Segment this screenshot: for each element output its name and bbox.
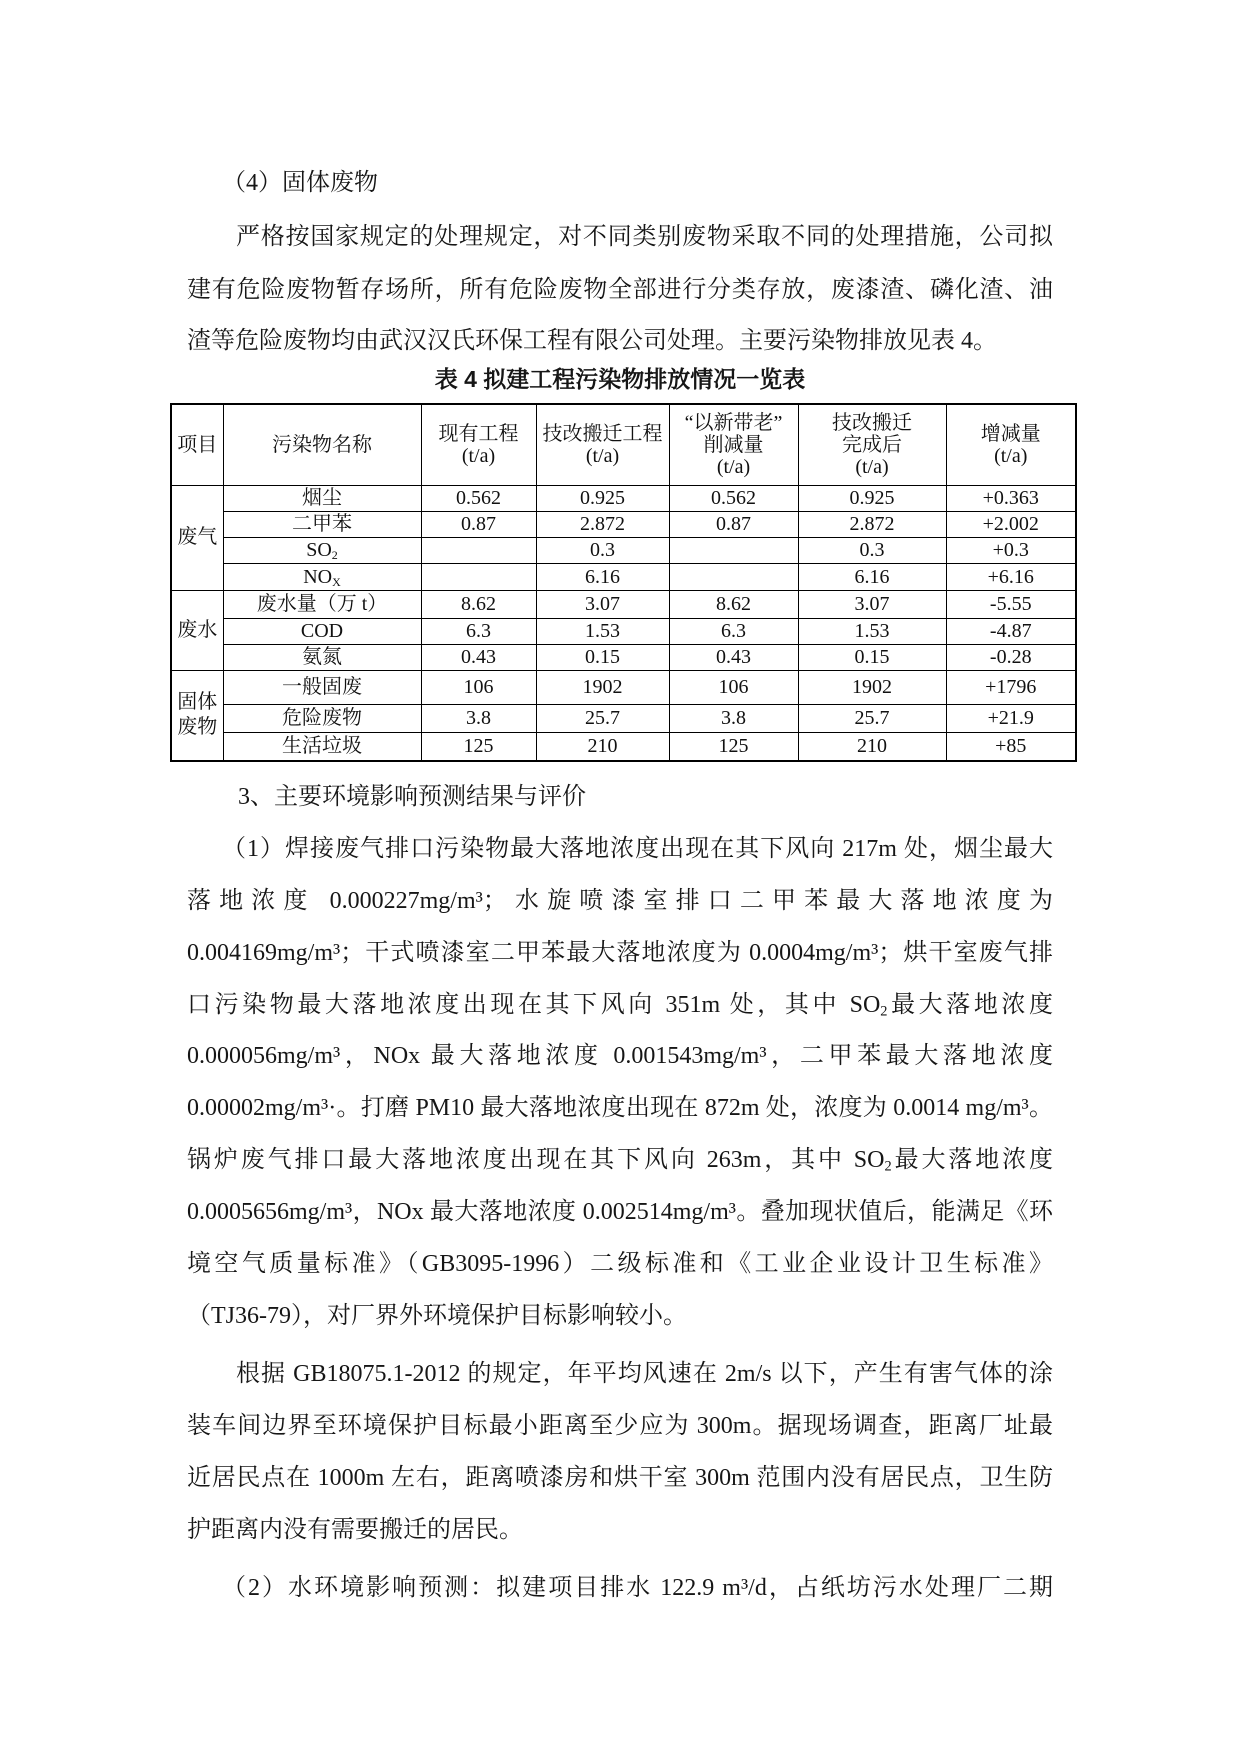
after-value-cell: 210 — [798, 732, 946, 761]
pollutant-name-subscript: X — [332, 574, 341, 589]
pollutant-name-cell: 危险废物 — [223, 704, 421, 732]
table-row — [171, 511, 1076, 537]
table-header-row — [171, 404, 1076, 485]
existing-value-cell: 0.562 — [421, 485, 536, 511]
line-text: 最大落地浓度 — [891, 1147, 1053, 1173]
paragraph-line: （2）水环境影响预测：拟建项目排水 122.9 m³/d，占纸坊污水处理厂二期 — [222, 1575, 1053, 1601]
table-row — [171, 618, 1076, 644]
paragraph-line: 护距离内没有需要搬迁的居民。 — [187, 1517, 523, 1543]
after-value-cell: 2.872 — [798, 511, 946, 537]
pollutant-name-cell: 废水量（万 t） — [223, 590, 421, 618]
table-row — [171, 644, 1076, 670]
change-value-cell: +2.002 — [946, 511, 1076, 537]
table-row — [171, 590, 1076, 618]
offset-value-cell: 0.43 — [669, 644, 798, 670]
header-existing: 现有工程 (t/a) — [421, 404, 536, 485]
header-relocation: 技改搬迁工程 (t/a) — [536, 404, 669, 485]
after-value-cell: 0.925 — [798, 485, 946, 511]
existing-value-cell: 0.43 — [421, 644, 536, 670]
pollutant-name-subscript: 2 — [331, 548, 338, 562]
paragraph-line: （1）焊接废气排口污染物最大落地浓度出现在其下风向 217m 处，烟尘最大 — [222, 836, 1053, 862]
existing-value-cell: 8.62 — [421, 590, 536, 618]
change-value-cell: -0.28 — [946, 644, 1076, 670]
pollutant-name-cell: 氨氮 — [223, 644, 421, 670]
table-row — [171, 485, 1076, 511]
existing-value-cell: 0.87 — [421, 511, 536, 537]
header-offset: “以新带老” 削减量 (t/a) — [669, 404, 798, 485]
change-value-cell: +21.9 — [946, 704, 1076, 732]
pollutant-name-cell: 生活垃圾 — [223, 732, 421, 761]
relocation-value-cell: 3.07 — [536, 590, 669, 618]
relocation-value-cell: 1902 — [536, 670, 669, 704]
after-value-cell: 6.16 — [798, 563, 946, 590]
line-text: 锅炉废气排口最大落地浓度出现在其下风向 263m，其中 SO — [187, 1147, 885, 1173]
existing-value-cell: 6.3 — [421, 618, 536, 644]
change-value-cell: +1796 — [946, 670, 1076, 704]
relocation-value-cell: 25.7 — [536, 704, 669, 732]
paragraph-line: 0.0005656mg/m³，NOx 最大落地浓度 0.002514mg/m³。叠加现状值后，能满足《环 — [187, 1199, 1053, 1225]
paragraph-line: 境空气质量标准》（GB3095-1996）二级标准和《工业企业设计卫生标准》 — [187, 1251, 1053, 1277]
line-text: 最大落地浓度 — [887, 992, 1053, 1018]
change-value-cell: -4.87 — [946, 618, 1076, 644]
offset-value-cell: 8.62 — [669, 590, 798, 618]
offset-value-cell: 0.562 — [669, 485, 798, 511]
existing-value-cell — [421, 537, 536, 563]
paragraph-line: （TJ36-79），对厂界外环境保护目标影响较小。 — [187, 1303, 687, 1329]
change-value-cell: +0.363 — [946, 485, 1076, 511]
paragraph-line: 近居民点在 1000m 左右，距离喷漆房和烘干室 300m 范围内没有居民点，卫生防 — [187, 1465, 1053, 1491]
relocation-value-cell: 1.53 — [536, 618, 669, 644]
table-row — [171, 537, 1076, 563]
relocation-value-cell: 6.16 — [536, 563, 669, 590]
after-value-cell: 0.3 — [798, 537, 946, 563]
relocation-value-cell: 0.3 — [536, 537, 669, 563]
offset-value-cell: 3.8 — [669, 704, 798, 732]
pollutant-name-text: SO — [306, 539, 332, 561]
header-category: 项目 — [171, 404, 223, 485]
paragraph-line — [187, 989, 1053, 1021]
paragraph-line: 装车间边界至环境保护目标最小距离至少应为 300m。据现场调查，距离厂址最 — [187, 1413, 1053, 1439]
existing-value-cell: 106 — [421, 670, 536, 704]
pollutant-name-cell: 二甲苯 — [223, 511, 421, 537]
after-value-cell: 1.53 — [798, 618, 946, 644]
table-row — [171, 670, 1076, 704]
offset-value-cell: 6.3 — [669, 618, 798, 644]
pollutant-name-cell — [223, 563, 421, 590]
paragraph-line: 建有危险废物暂存场所，所有危险废物全部进行分类存放，废漆渣、磷化渣、油 — [187, 277, 1053, 303]
relocation-value-cell: 2.872 — [536, 511, 669, 537]
pollutant-name-cell: 烟尘 — [223, 485, 421, 511]
pollutant-name-cell: COD — [223, 618, 421, 644]
paragraph-line: 0.004169mg/m³；干式喷漆室二甲苯最大落地浓度为 0.0004mg/m³；烘干室废气排 — [187, 940, 1053, 966]
paragraph-line: 严格按国家规定的处理规定，对不同类别废物采取不同的处理措施，公司拟 — [236, 224, 1053, 250]
change-value-cell: +0.3 — [946, 537, 1076, 563]
paragraph-line: 渣等危险废物均由武汉汉氏环保工程有限公司处理。主要污染物排放见表 4。 — [187, 328, 997, 354]
offset-value-cell — [669, 537, 798, 563]
offset-value-cell: 125 — [669, 732, 798, 761]
offset-value-cell: 106 — [669, 670, 798, 704]
pollutant-name-cell: 一般固废 — [223, 670, 421, 704]
section-heading: 3、主要环境影响预测结果与评价 — [238, 784, 586, 810]
relocation-value-cell: 0.15 — [536, 644, 669, 670]
pollutant-emission-table — [170, 403, 1077, 762]
subscript-text: 2 — [880, 1003, 888, 1020]
existing-value-cell: 125 — [421, 732, 536, 761]
header-pollutant-name: 污染物名称 — [223, 404, 421, 485]
pollutant-name-cell — [223, 537, 421, 563]
table-row — [171, 704, 1076, 732]
after-value-cell: 3.07 — [798, 590, 946, 618]
after-value-cell: 25.7 — [798, 704, 946, 732]
paragraph-line: 0.00002mg/m³·。打磨 PM10 最大落地浓度出现在 872m 处，浓度为 0.0014 mg/m³。 — [187, 1095, 1053, 1121]
paragraph-line — [187, 1144, 1053, 1176]
existing-value-cell: 3.8 — [421, 704, 536, 732]
pollutant-name-text: NO — [303, 565, 333, 588]
table-row — [171, 563, 1076, 590]
after-value-cell: 1902 — [798, 670, 946, 704]
table-caption: 表 4 拟建工程污染物排放情况一览表 — [434, 366, 806, 392]
section-heading: （4）固体废物 — [222, 170, 378, 196]
paragraph-line: 落地浓度 0.000227mg/m³；水旋喷漆室排口二甲苯最大落地浓度为 — [187, 888, 1053, 914]
relocation-value-cell: 210 — [536, 732, 669, 761]
paragraph-line: 根据 GB18075.1-2012 的规定，年平均风速在 2m/s 以下，产生有害气体的涂 — [236, 1361, 1053, 1387]
category-cell: 废气 — [171, 485, 223, 590]
change-value-cell: +6.16 — [946, 563, 1076, 590]
offset-value-cell: 0.87 — [669, 511, 798, 537]
after-value-cell: 0.15 — [798, 644, 946, 670]
paragraph-line: 0.000056mg/m³，NOx 最大落地浓度 0.001543mg/m³，二甲苯最大落地浓度 — [187, 1043, 1053, 1069]
table-row — [171, 732, 1076, 761]
relocation-value-cell: 0.925 — [536, 485, 669, 511]
line-text: 口污染物最大落地浓度出现在其下风向 351m 处，其中 SO — [187, 992, 881, 1018]
category-cell: 废水 — [171, 590, 223, 670]
header-change: 增减量 (t/a) — [946, 404, 1076, 485]
existing-value-cell — [421, 563, 536, 590]
offset-value-cell — [669, 563, 798, 590]
change-value-cell: -5.55 — [946, 590, 1076, 618]
subscript-text: 2 — [884, 1158, 892, 1175]
header-after: 技改搬迁 完成后 (t/a) — [798, 404, 946, 485]
change-value-cell: +85 — [946, 732, 1076, 761]
category-cell: 固体废物 — [171, 670, 223, 761]
